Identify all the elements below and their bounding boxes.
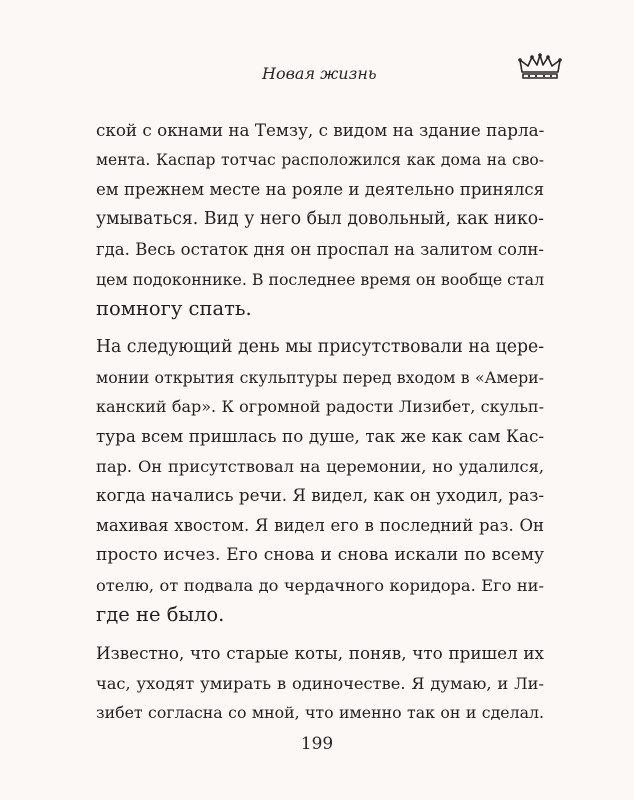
text-line: умываться. Вид у него был довольный, как нико- <box>96 209 544 230</box>
text-line: канский бар». К огромной радости Лизибет, скульп- <box>96 397 544 417</box>
text-line: зибет согласна со мной, что именно так он и сделал. <box>96 703 544 723</box>
text-line: цем подоконнике. В последнее время он вообще стал <box>96 269 545 289</box>
text-line: На следующий день мы присутствовали на цере- <box>96 336 545 357</box>
text-line: где не было. <box>96 603 225 627</box>
text-line: ской с окнами на Темзу, с видом на здание парла- <box>96 120 545 140</box>
text-line: ем прежнем месте на рояле и деятельно принялся <box>96 180 544 200</box>
body-text <box>96 116 544 737</box>
text-line: гда. Весь остаток дня он проспал на залитом солн- <box>96 239 544 259</box>
text-line: махивая хвостом. Я видел его в последний раз. Он <box>96 516 544 536</box>
text-line: тура всем пришлась по душе, так же как сам Кас- <box>96 426 544 447</box>
crown-icon <box>518 52 562 82</box>
text-line: Известно, что старые коты, поняв, что пришел их <box>96 642 544 663</box>
paragraph-3 <box>96 639 544 728</box>
text-line: просто исчез. Его снова и снова искали по всему <box>96 544 544 565</box>
page-number: 199 <box>300 734 334 754</box>
paragraph-1 <box>96 116 544 324</box>
text-line: пар. Он присутствовал на церемонии, но удалился, <box>96 456 544 476</box>
text-line: помногу спать. <box>96 297 252 321</box>
running-title: Новая жизнь <box>262 64 377 83</box>
text-line: отелю, от подвала до чердачного коридора. Его ни- <box>96 575 544 595</box>
text-line: час, уходят умирать в одиночестве. Я думаю, и Ли- <box>96 673 544 693</box>
text-line: монии открытия скульптуры перед входом в «Амери- <box>96 367 544 387</box>
text-line: мента. Каспар тотчас расположился как дома на сво- <box>96 150 544 169</box>
paragraph-2 <box>96 333 544 630</box>
text-line: когда начались речи. Я видел, как он уходил, раз- <box>96 485 544 506</box>
